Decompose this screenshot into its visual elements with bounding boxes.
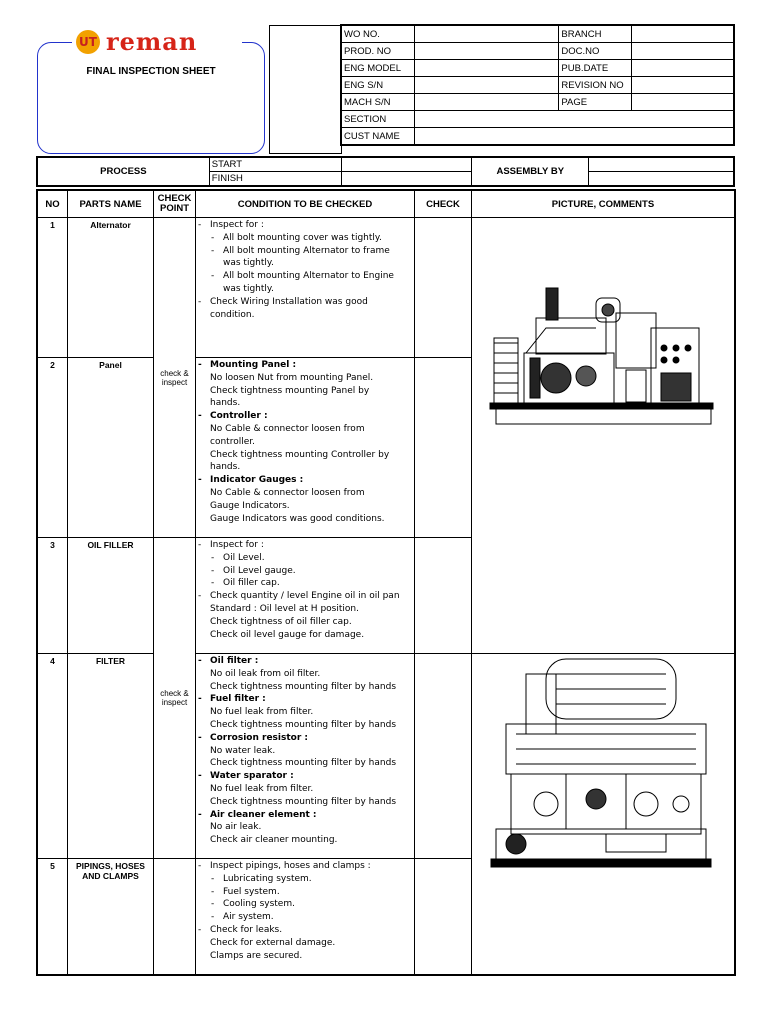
logo-mark-icon: UT [76, 30, 100, 54]
condition-text: Mounting Panel : [210, 360, 297, 370]
condition-line [198, 474, 412, 487]
bullet-dash: - [198, 360, 202, 370]
check-point-cell: check & inspect [154, 538, 196, 859]
assembly-field[interactable] [589, 158, 734, 172]
condition-cell [196, 654, 415, 859]
condition-line [198, 873, 412, 886]
condition-line [198, 937, 412, 950]
condition-line [198, 603, 412, 616]
blank-cell [269, 25, 342, 154]
bullet-dash: - [211, 565, 215, 576]
condition-line [198, 629, 412, 642]
condition-line [198, 950, 412, 963]
condition-text: Check air cleaner mounting. [210, 835, 338, 846]
table-row [38, 218, 735, 358]
check-cell[interactable] [415, 218, 472, 358]
info-label: PUB.DATE [559, 60, 632, 77]
condition-text: Inspect for : [210, 540, 264, 550]
condition-text: Air cleaner element : [210, 809, 317, 820]
info-label: PAGE [559, 94, 632, 111]
condition-text: hands. [210, 398, 241, 409]
condition-line [198, 513, 412, 526]
condition-text: No oil leak from oil filter. [210, 668, 321, 679]
process-label: PROCESS [38, 158, 210, 186]
info-label: PROD. NO [342, 43, 415, 60]
condition-line [198, 245, 412, 258]
condition-line [198, 385, 412, 398]
info-label: MACH S/N [342, 94, 415, 111]
bullet-dash: - [211, 271, 215, 282]
condition-text: No fuel leak from filter. [210, 783, 314, 794]
condition-line [198, 860, 412, 873]
check-cell[interactable] [415, 654, 472, 859]
condition-line [198, 257, 412, 270]
info-value-field[interactable] [414, 77, 558, 94]
bullet-dash: - [198, 809, 202, 820]
condition-line [198, 886, 412, 899]
condition-text: was tightly. [223, 258, 274, 269]
info-value-field[interactable] [632, 26, 734, 43]
info-value-field[interactable] [414, 43, 558, 60]
col-header-condition: CONDITION TO BE CHECKED [196, 191, 415, 218]
col-header-check: CHECK [415, 191, 472, 218]
condition-line [198, 911, 412, 924]
condition-line [198, 719, 412, 732]
process-table [37, 157, 734, 186]
col-header-picture: PICTURE, COMMENTS [472, 191, 735, 218]
condition-line [198, 296, 412, 309]
inspection-table [37, 190, 735, 975]
condition-text: Check tightness mounting filter by hands [210, 796, 397, 807]
condition-text: Check tightness mounting Controller by [210, 449, 390, 460]
picture-cell [472, 218, 735, 654]
condition-line [198, 706, 412, 719]
condition-text: Check tightness of oil filler cap. [210, 616, 352, 627]
condition-text: Oil filler cap. [223, 578, 280, 589]
row-number: 4 [38, 654, 68, 859]
check-cell[interactable] [415, 538, 472, 654]
check-point-cell [154, 859, 196, 975]
bullet-dash: - [211, 886, 215, 897]
condition-line [198, 359, 412, 372]
condition-text: Controller : [210, 411, 268, 422]
start-label: START [209, 158, 341, 172]
condition-text: was tightly. [223, 283, 274, 294]
part-name: PIPINGS, HOSES AND CLAMPS [68, 859, 154, 975]
bullet-dash: - [211, 232, 215, 243]
bullet-dash: - [198, 411, 202, 422]
info-value-field[interactable] [414, 94, 558, 111]
condition-text: No Cable & connector loosen from [210, 423, 365, 434]
condition-text: Check quantity / level Engine oil in oil pan [210, 591, 400, 602]
condition-text: Check tightness mounting Panel by [210, 385, 370, 396]
condition-line [198, 655, 412, 668]
bullet-dash: - [198, 771, 202, 782]
condition-line [198, 681, 412, 694]
bullet-dash: - [198, 861, 202, 871]
condition-line [198, 590, 412, 603]
condition-text: Oil Level. [223, 552, 265, 563]
info-label: DOC.NO [559, 43, 632, 60]
condition-line [198, 565, 412, 578]
condition-cell [196, 358, 415, 538]
info-label: CUST NAME [342, 128, 415, 145]
condition-line [198, 821, 412, 834]
col-header-check-point: CHECK POINT [154, 191, 196, 218]
condition-text: Oil filter : [210, 656, 259, 666]
row-number: 3 [38, 538, 68, 654]
condition-line [198, 834, 412, 847]
condition-line [198, 693, 412, 706]
condition-text: Check for leaks. [210, 924, 283, 935]
condition-text: Check tightness mounting filter by hands [210, 719, 397, 730]
condition-text: No loosen Nut from mounting Panel. [210, 372, 374, 383]
condition-line [198, 270, 412, 283]
bullet-dash: - [198, 656, 202, 666]
condition-text: No water leak. [210, 745, 276, 756]
assembly-field-2[interactable] [589, 172, 734, 186]
condition-text: Fuel filter : [210, 694, 266, 705]
condition-line [198, 232, 412, 245]
condition-text: Inspect pipings, hoses and clamps : [210, 861, 371, 871]
condition-line [198, 783, 412, 796]
info-value-field[interactable] [632, 94, 734, 111]
condition-line [198, 552, 412, 565]
condition-line [198, 500, 412, 513]
condition-text: Gauge Indicators. [210, 500, 290, 511]
condition-cell [196, 859, 415, 975]
info-label: WO NO. [342, 26, 415, 43]
condition-line [198, 668, 412, 681]
start-field[interactable] [341, 158, 472, 172]
condition-line [198, 924, 412, 937]
finish-field[interactable] [341, 172, 472, 186]
logo-text: reman [106, 27, 198, 56]
condition-text: Gauge Indicators was good conditions. [210, 513, 385, 524]
row-number: 1 [38, 218, 68, 358]
condition-line [198, 219, 412, 232]
condition-line [198, 770, 412, 783]
check-cell[interactable] [415, 859, 472, 975]
company-logo [72, 27, 242, 57]
info-value-field[interactable] [414, 111, 733, 128]
info-value-field[interactable] [414, 60, 558, 77]
condition-text: condition. [210, 309, 255, 320]
info-value-field[interactable] [632, 77, 734, 94]
col-header-parts: PARTS NAME [68, 191, 154, 218]
document-info-table [341, 25, 734, 145]
sheet-title: FINAL INSPECTION SHEET [86, 66, 216, 77]
condition-text: Lubricating system. [223, 873, 312, 884]
bullet-dash: - [211, 245, 215, 256]
condition-cell [196, 538, 415, 654]
part-name: Panel [68, 358, 154, 538]
condition-text: hands. [210, 462, 241, 473]
condition-line [198, 423, 412, 436]
condition-text: Check tightness mounting filter by hands [210, 758, 397, 769]
col-header-no: NO [38, 191, 68, 218]
condition-text: No fuel leak from filter. [210, 707, 314, 718]
condition-line [198, 616, 412, 629]
condition-line [198, 539, 412, 552]
bullet-dash: - [198, 924, 202, 935]
info-value-field[interactable] [632, 60, 734, 77]
condition-line [198, 732, 412, 745]
bullet-dash: - [198, 296, 202, 307]
condition-text: All bolt mounting Alternator to frame [223, 245, 390, 256]
part-name: OIL FILLER [68, 538, 154, 654]
condition-text: Fuel system. [223, 886, 280, 897]
condition-line [198, 796, 412, 809]
check-point-cell: check & inspect [154, 218, 196, 538]
condition-text: controller. [210, 436, 255, 447]
row-number: 5 [38, 859, 68, 975]
condition-line [198, 283, 412, 296]
condition-line [198, 449, 412, 462]
check-cell[interactable] [415, 358, 472, 538]
condition-line [198, 309, 412, 322]
condition-text: All bolt mounting Alternator to Engine [223, 271, 394, 282]
condition-line [198, 898, 412, 911]
bullet-dash: - [211, 578, 215, 589]
info-value-field[interactable] [414, 128, 733, 145]
condition-text: No Cable & connector loosen from [210, 487, 365, 498]
info-label: REVISION NO [559, 77, 632, 94]
condition-text: Cooling system. [223, 899, 295, 910]
bullet-dash: - [198, 475, 202, 486]
condition-text: No air leak. [210, 822, 262, 833]
part-name: FILTER [68, 654, 154, 859]
condition-line [198, 436, 412, 449]
table-row [38, 654, 735, 859]
bullet-dash: - [211, 873, 215, 884]
condition-line [198, 410, 412, 423]
info-value-field[interactable] [414, 26, 558, 43]
condition-line [198, 809, 412, 822]
assembly-label: ASSEMBLY BY [472, 158, 589, 186]
condition-line [198, 745, 412, 758]
condition-line [198, 487, 412, 500]
info-label: ENG MODEL [342, 60, 415, 77]
bullet-dash: - [211, 912, 215, 923]
condition-text: All bolt mounting cover was tightly. [223, 232, 382, 243]
title-block [37, 42, 265, 154]
engine-drawing-icon [486, 654, 716, 874]
condition-text: Inspect for : [210, 220, 264, 230]
bullet-dash: - [198, 540, 202, 550]
condition-text: Standard : Oil level at H position. [210, 603, 359, 614]
bullet-dash: - [211, 552, 215, 563]
generator-set-drawing-icon [486, 258, 716, 458]
info-value-field[interactable] [632, 43, 734, 60]
bullet-dash: - [198, 591, 202, 602]
condition-line [198, 757, 412, 770]
info-label: BRANCH [559, 26, 632, 43]
condition-text: Check Wiring Installation was good [210, 296, 368, 307]
part-name: Alternator [68, 218, 154, 358]
condition-line [198, 372, 412, 385]
condition-text: Indicator Gauges : [210, 475, 304, 486]
condition-text: Clamps are secured. [210, 950, 303, 961]
condition-line [198, 577, 412, 590]
picture-cell [472, 654, 735, 975]
bullet-dash: - [198, 694, 202, 705]
condition-line [198, 461, 412, 474]
condition-text: Oil Level gauge. [223, 565, 296, 576]
info-label: SECTION [342, 111, 415, 128]
condition-text: Corrosion resistor : [210, 732, 309, 743]
bullet-dash: - [211, 899, 215, 910]
bullet-dash: - [198, 732, 202, 743]
condition-text: Check for external damage. [210, 937, 336, 948]
bullet-dash: - [198, 220, 202, 230]
finish-label: FINISH [209, 172, 341, 186]
info-label: ENG S/N [342, 77, 415, 94]
condition-line [198, 397, 412, 410]
condition-text: Air system. [223, 912, 274, 923]
condition-text: Check tightness mounting filter by hands [210, 681, 397, 692]
condition-text: Check oil level gauge for damage. [210, 629, 365, 640]
condition-text: Water sparator : [210, 771, 294, 782]
condition-cell [196, 218, 415, 358]
row-number: 2 [38, 358, 68, 538]
